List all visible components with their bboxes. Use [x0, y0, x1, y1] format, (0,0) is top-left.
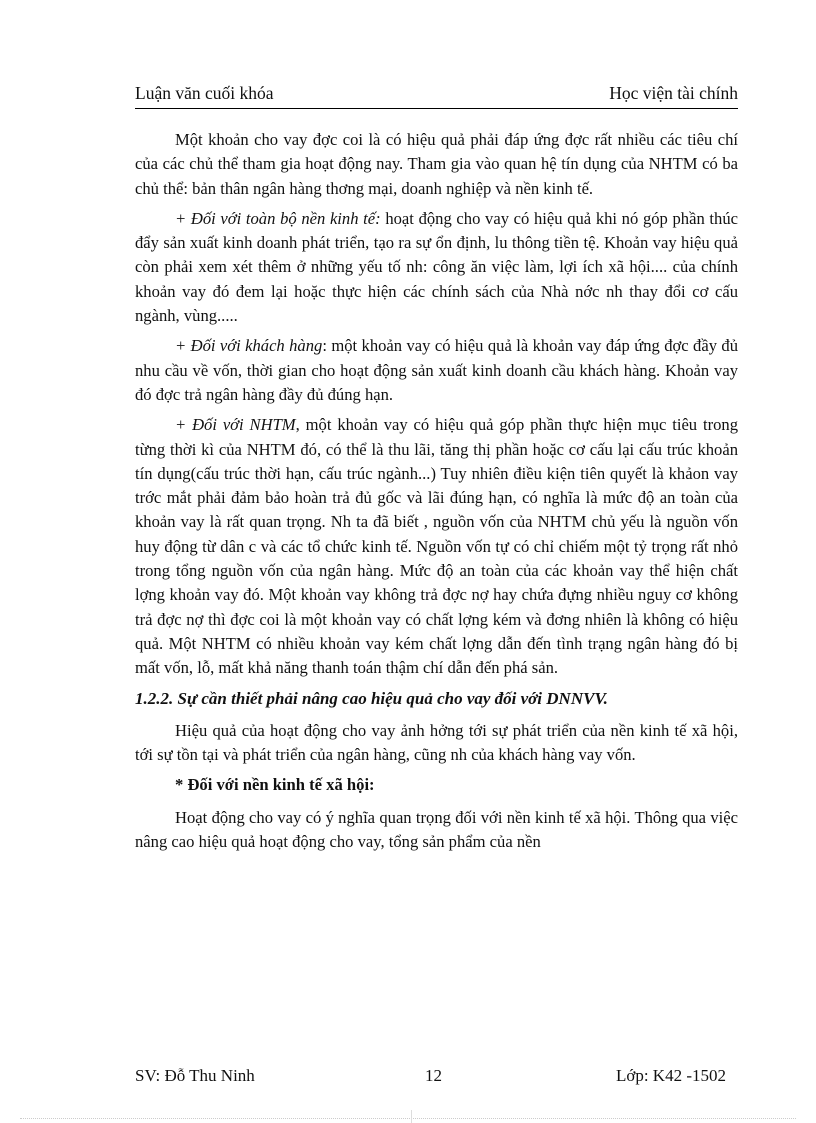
- footer-student: SV: Đỗ Thu Ninh: [135, 1066, 255, 1085]
- page-header: [135, 80, 738, 109]
- paragraph-bank: [135, 413, 738, 680]
- paragraph-importance: Hiệu quả của hoạt động cho vay ảnh hởng tới sự phát triển của nền kinh tế xã hội, tới sự tồn tại và phát triển của ngân hàng, cũng nh của khách hàng vay vốn.: [135, 720, 738, 765]
- label-customer: + Đối với khách hàng: [175, 336, 323, 356]
- paragraph-economy-society: Hoạt động cho vay có ý nghĩa quan trọng đối với nền kinh tế xã hội. Thông qua việc nâng cao hiệu quả hoạt động cho vay, tổng sản phẩm của nền: [135, 807, 738, 852]
- header-institution: Học viện tài chính: [609, 83, 738, 103]
- subheading-economy-society: * Đối với nền kinh tế xã hội:: [175, 775, 375, 795]
- text-economy: hoạt động cho vay có hiệu quả khi nó góp phần thúc đẩy sản xuất kinh doanh phát triển, tạo ra sự ổn định, lu thông tiền tệ. Khoản vay hiệu quả còn phải xem xét thêm ở những yếu tố nh: công ăn việc làm, lợi ích xã hội.... của chính khoản vay đó đem lại hoặc thực hiện các chính sách của Nhà nớc nh thay đổi cơ cấu ngành, vùng.....: [135, 208, 738, 326]
- bottom-center-mark: [411, 1110, 412, 1123]
- header-thesis-title: Luận văn cuối khóa: [135, 83, 274, 103]
- text-bank: , một khoản vay có hiệu quả góp phần thực hiện mục tiêu trong từng thời kì của NHTM đó, có thể là thu lãi, tăng thị phần hoặc cơ cấu lại cấu trúc khoản tín dụng(cấu trúc thời hạn, cấu trúc ngành...) Tuy nhiên điều kiện tiên quyết là khảon vay trớc mắt phải đảm bảo hoàn trả đủ gốc và lãi đúng hạn, có nghĩa là mức độ an toàn của khoản vay là rất quan trọng. Nh ta đã biết , nguồn vốn của NHTM chủ yếu là nguồn vốn huy động từ dân c và các tổ chức kinh tế. Nguồn vốn tự có chỉ chiếm một tỷ trọng rất nhỏ trong tổng nguồn vốn của ngân hàng. Mức độ an toàn của các khoản vay thể hiện chất lợng khoản vay đó. Một khoản vay không trả đợc nợ hay chứa đựng nhiều nguy cơ không trả đợc nợ thì đợc coi là một khoản vay có chất lợng kém và đơng nhiên là không có hiệu quả. Một NHTM có nhiều khoản vay kém chất lợng dẫn đến tình trạng ngân hàng đó bị mất vốn, lỗ, mất khả năng thanh toán thậm chí dẫn đến phá sản.: [135, 415, 738, 678]
- text-customer: : một khoản vay có hiệu quả là khoản vay đáp ứng đợc đầy đủ nhu cầu về vốn, thời gian cho hoạt động sản xuất kinh doanh cầu khách hàng. Khoản vay đó đợc trả ngân hàng đầy đủ đúng hạn.: [135, 336, 738, 404]
- footer-page-number: 12: [425, 1066, 442, 1085]
- paragraph-economy: [135, 207, 738, 328]
- footer-class: Lớp: K42 -1502: [615, 1066, 726, 1085]
- paragraph-intro: Một khoản cho vay đợc coi là có hiệu quả phải đáp ứng đợc rất nhiều các tiêu chí của các chủ thể tham gia hoạt động nay. Tham gia vào quan hệ tín dụng của NHTM có ba chủ thể: bản thân ngân hàng thơng mại, doanh nghiệp và nền kinh tế.: [135, 130, 738, 198]
- label-economy: + Đối với toàn bộ nền kinh tế:: [175, 208, 381, 228]
- label-bank: + Đối với NHTM: [175, 415, 296, 435]
- bottom-dotted-divider: [20, 1118, 796, 1119]
- page-body: [135, 128, 738, 860]
- paragraph-customer: [135, 334, 738, 407]
- section-heading: 1.2.2. Sự cần thiết phải nâng cao hiệu quả cho vay đối với DNNVV.: [135, 688, 608, 708]
